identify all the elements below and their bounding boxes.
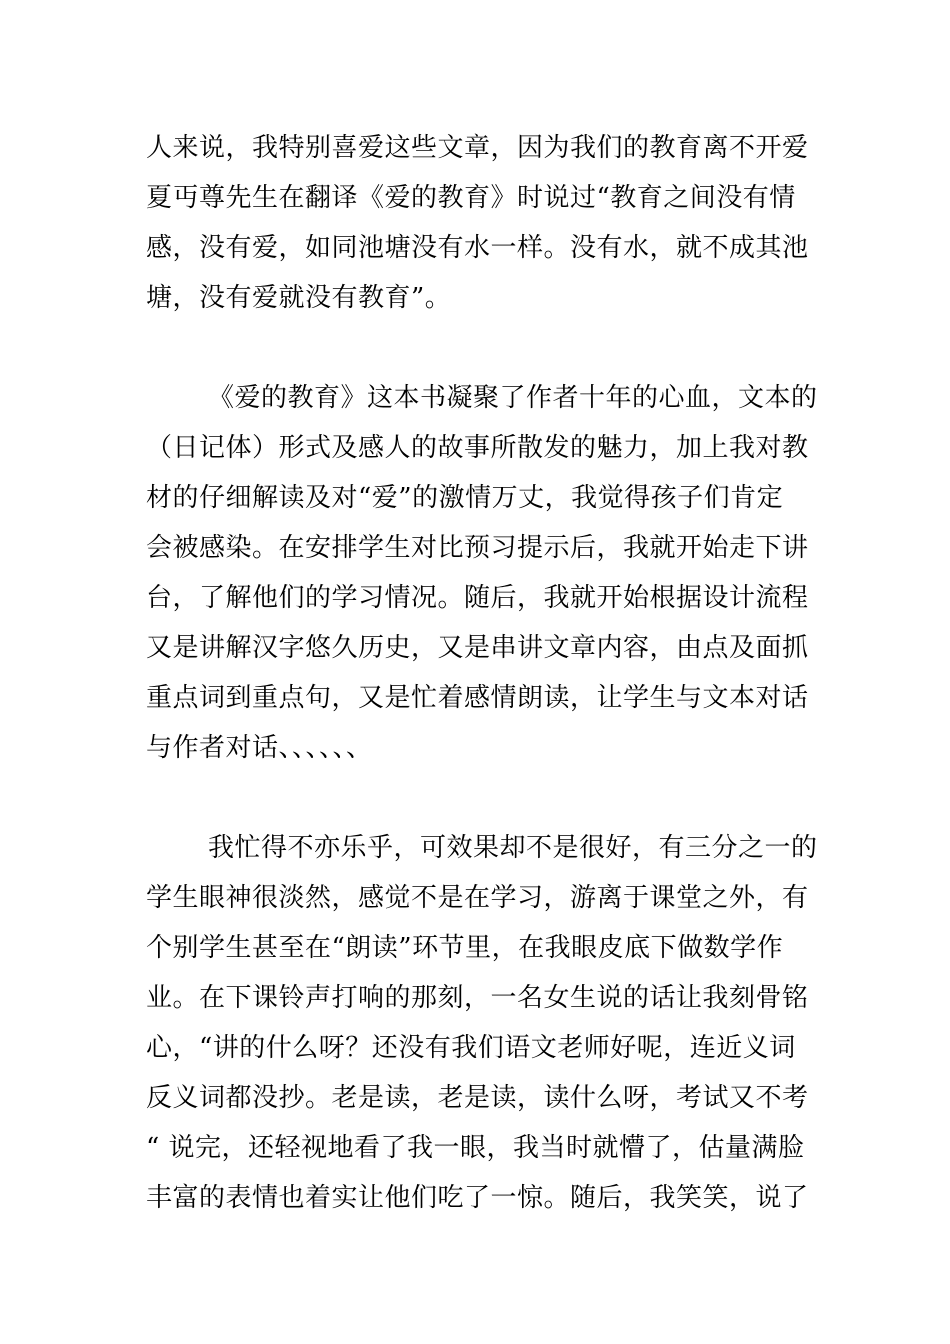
text-line: 丰富的表情也着实让他们吃了一惊。随后，我笑笑，说了 <box>146 1183 809 1213</box>
paragraph-first-line: 我忙得不亦乐乎，可效果却不是很好，有三分之一的 <box>208 833 818 863</box>
text-line: 感，没有爱，如同池塘没有水一样。没有水，就不成其池 <box>146 233 809 263</box>
text-line: 反义词都没抄。老是读，老是读，读什么呀，考试又不考 <box>146 1083 809 1113</box>
text-line: 材的仔细解读及对“爱”的激情万丈，我觉得孩子们肯定 <box>146 483 784 513</box>
text-line: 塘，没有爱就没有教育”。 <box>146 283 452 313</box>
text-line: 学生眼神很淡然，感觉不是在学习，游离于课堂之外，有 <box>146 883 809 913</box>
text-line: 人来说，我特别喜爱这些文章，因为我们的教育离不开爱 <box>146 133 809 163</box>
paragraph-first-line: 《爱的教育》这本书凝聚了作者十年的心血，文本的 <box>208 383 818 413</box>
text-line: 台，了解他们的学习情况。随后，我就开始根据设计流程 <box>146 583 809 613</box>
text-line: “ 说完，还轻视地看了我一眼，我当时就懵了，估量满脸 <box>146 1133 805 1163</box>
text-line: 业。在下课铃声打响的那刻，一名女生说的话让我刻骨铭 <box>146 983 809 1013</box>
text-line: 个别学生甚至在“朗读”环节里，在我眼皮底下做数学作 <box>146 933 784 963</box>
text-line: 心，“讲的什么呀？还没有我们语文老师好呢，连近义词 <box>146 1033 796 1063</box>
text-line: 又是讲解汉字悠久历史，又是串讲文章内容，由点及面抓 <box>146 633 809 663</box>
text-line: （日记体）形式及感人的故事所散发的魅力，加上我对教 <box>146 433 809 463</box>
text-line: 夏丏尊先生在翻译《爱的教育》时说过“教育之间没有情 <box>146 183 796 213</box>
text-line: 重点词到重点句，又是忙着感情朗读，让学生与文本对话 <box>146 683 809 713</box>
text-line: 与作者对话、、、、、、 <box>146 733 373 763</box>
text-line: 会被感染。在安排学生对比预习提示后，我就开始走下讲 <box>146 533 809 563</box>
